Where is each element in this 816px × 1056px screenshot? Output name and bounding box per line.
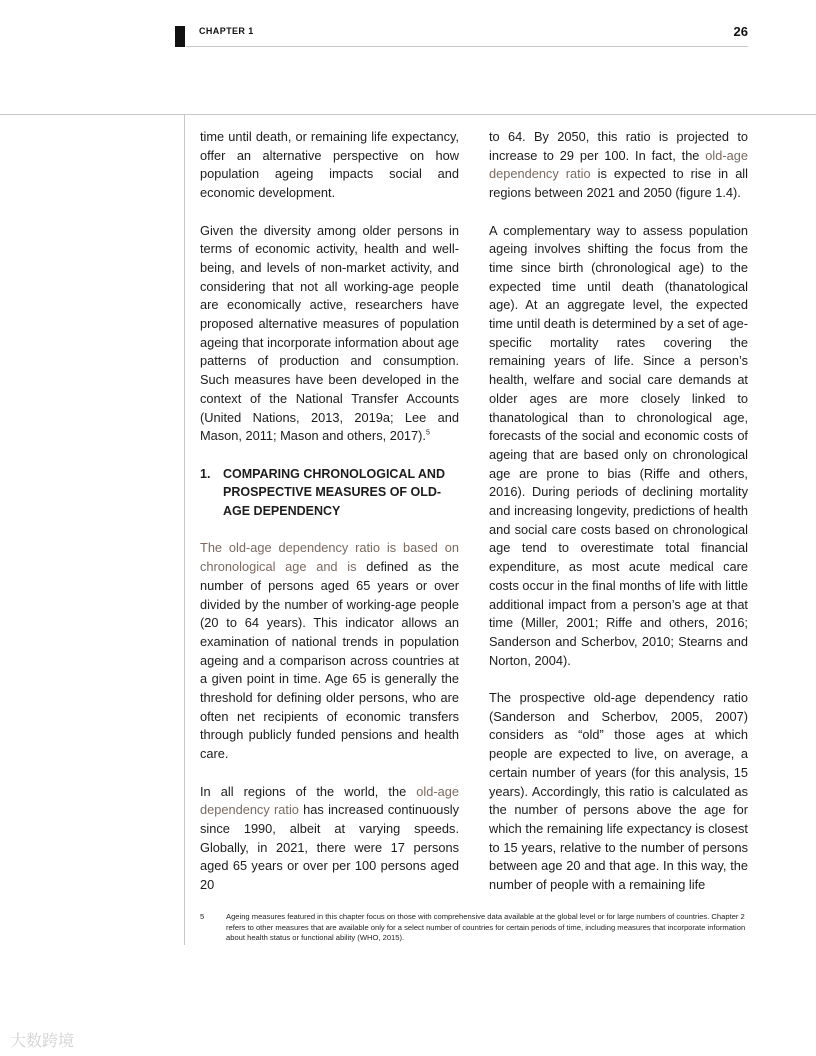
paragraph-text: In all regions of the world, the (200, 783, 417, 799)
header-marker (175, 26, 185, 47)
watermark: 大数跨境 (10, 1033, 75, 1050)
paragraph-text: Given the diversity among older persons in terms of economic activity, health and well-being, and levels of non-market activity, and considering that not all working-age people are economically active, researchers have proposed alternative measures of population ageing that incorporate information about age patterns of production and consumption. Such measures have been developed in the context of the National Transfer Accounts (United Nations, 2013, 2019a; Lee and Mason, 2011; Mason and others, 2017). (200, 222, 459, 444)
page-number: 26 (733, 24, 748, 39)
footnote-text: Ageing measures featured in this chapter focus on those with comprehensive data available at the global level or for large numbers of countries. Chapter 2 refers to other measures that are available only for a select number of countries for certain periods of time, including measures that incorporate information about health status or functional ability (WHO, 2015). (226, 912, 746, 942)
footnote-number: 5 (200, 912, 205, 921)
right-column (489, 128, 748, 913)
paragraph-text: has increased continuously since 1990, albeit at varying speeds. Globally, in 2021, there were 17 persons aged 65 years or over per 100 persons aged 20 (200, 802, 459, 893)
footnote-ref[interactable]: 5 (425, 429, 430, 437)
paragraph (200, 222, 459, 446)
section-title: COMPARING CHRONOLOGICAL AND PROSPECTIVE MEASURES OF OLD-AGE DEPENDENCY (223, 466, 445, 519)
header-rule (186, 46, 748, 47)
paragraph: The prospective old-age dependency ratio (Sanderson and Scherbov, 2005, 2007) considers as “old” those ages at which people are expected to live, on average, a certain number of years (for this analysis, 15 years). Accordingly, this ratio is calculated as the number of persons above the age for which the remaining life expectancy is closest to 15 years, relative to the number of persons between age 20 and that age. In this way, the number of people with a remaining life (489, 690, 748, 893)
left-column (200, 128, 459, 913)
section-number: 1. (200, 466, 211, 481)
section-heading (200, 465, 459, 521)
paragraph-text: is expected to rise in all regions between 2021 and 2050 (figure 1.4). (489, 166, 748, 201)
section-rule (0, 114, 816, 115)
paragraph (200, 539, 459, 763)
chapter-label: CHAPTER 1 (199, 26, 254, 36)
paragraph: A complementary way to assess population ageing involves shifting the focus from the time since birth (chronological age) to the expected time until death (thanatological age). At an aggregate level, the expected time until death is determined by a set of age-specific mortality rates covering the remaining years of life. Since a person’s health, welfare and social care demands at older ages are more closely linked to thanatological than to chronological age, forecasts of the social and economic costs of ageing that are based only on chronological age are prone to bias (Riffe and others, 2016). During periods of declining mortality and increasing longevity, predictions of health and social care costs based on chronological age tend to overestimate total financial expenditure, as most acute medical care costs occur in the final months of life with little additional impact from a person’s age at that time (Miller, 2001; Riffe and others, 2016; Sanderson and Scherbov, 2010; Stearns and Norton, 2004). (489, 222, 748, 668)
margin-rule (184, 115, 185, 945)
paragraph-text: defined as the number of persons aged 65 years or over divided by the number of working-age people (20 to 64 years). This indicator allows an examination of national trends in population ageing and a comparison across countries at a given point in time. Age 65 is generally the threshold for defining older persons, who are often net recipients of economic transfers through publicly funded pensions and health care. (200, 559, 459, 762)
highlighted-link[interactable]: old-age dependency ratio (200, 783, 459, 818)
paragraph (200, 783, 459, 895)
highlighted-link[interactable]: The old-age dependency ratio is based on chronological age and is (200, 540, 459, 575)
footnote (200, 912, 748, 944)
paragraph: time until death, or remaining life expectancy, offer an alternative perspective on how population ageing impacts social and economic development. (200, 129, 459, 201)
highlighted-link[interactable]: old-age dependency ratio (489, 147, 748, 182)
paragraph-text: to 64. By 2050, this ratio is projected to increase to 29 per 100. In fact, the (489, 129, 748, 163)
paragraph (489, 128, 748, 203)
